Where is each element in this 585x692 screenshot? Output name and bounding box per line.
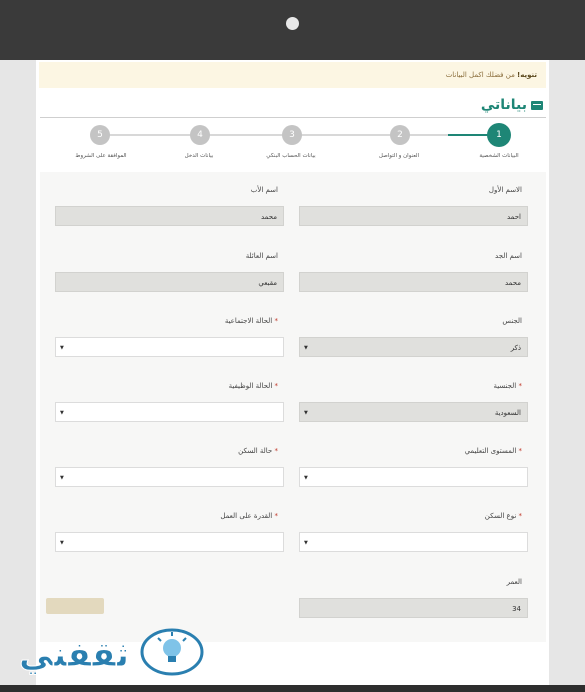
page-background: [0, 60, 585, 685]
notice-alert: [39, 62, 546, 88]
work-ability-label: [118, 512, 278, 520]
required-marker: *: [274, 317, 278, 325]
page-title: بياناتي: [480, 97, 527, 113]
nationality-label: [362, 382, 522, 390]
form-panel: [36, 60, 549, 685]
family-name-field[interactable]: مقبعي: [55, 272, 284, 292]
step-3-circle[interactable]: 3: [282, 125, 302, 145]
family-name-label-text: اسم العائلة: [245, 252, 278, 260]
bottom-bar: [0, 685, 585, 692]
notice-alert-title: تنويه!: [517, 71, 537, 79]
required-marker: *: [274, 447, 278, 455]
step-2-label: العنوان و التواصل: [378, 153, 420, 159]
nationality-label-text: الجنسية: [493, 382, 517, 390]
first-name-label: [362, 186, 522, 194]
housing-status-label-text: حالة السكن: [238, 447, 273, 455]
grandfather-name-field[interactable]: محمد: [299, 272, 528, 292]
housing-type-label: [362, 512, 522, 520]
step-1-circle[interactable]: 1: [487, 123, 511, 147]
nationality-select-value: السعودية: [494, 409, 521, 417]
dropdown-arrow-icon: ▼: [304, 540, 308, 546]
marital-status-label-text: الحالة الاجتماعية: [224, 317, 273, 325]
father-name-field[interactable]: محمد: [55, 206, 284, 226]
required-marker: *: [518, 512, 522, 520]
housing-status-label: [118, 447, 278, 455]
work-ability-label-text: القدرة على العمل: [220, 512, 273, 520]
gender-select[interactable]: [299, 337, 528, 357]
watermark-text: ثقفني: [19, 635, 129, 675]
next-button[interactable]: [46, 598, 104, 614]
step-4-label: بيانات الدخل: [184, 153, 214, 159]
education-level-label-text: المستوى التعليمي: [464, 447, 517, 455]
required-marker: *: [518, 382, 522, 390]
education-level-label: [362, 447, 522, 455]
age-field[interactable]: 34: [299, 598, 528, 618]
step-1-label: البيانات الشخصية: [479, 153, 519, 159]
dropdown-arrow-icon: ▼: [60, 475, 64, 481]
family-name-label: [118, 252, 278, 260]
gender-label: [362, 317, 522, 325]
housing-type-select[interactable]: [299, 532, 528, 552]
job-status-label: [118, 382, 278, 390]
step-5-circle[interactable]: 5: [90, 125, 110, 145]
watermark-logo: [14, 626, 206, 682]
dropdown-arrow-icon: ▼: [304, 475, 308, 481]
job-status-label-text: الحالة الوظيفية: [228, 382, 273, 390]
age-label-text: العمر: [506, 578, 522, 586]
id-card-icon: [531, 101, 543, 110]
dropdown-arrow-icon: ▼: [60, 410, 64, 416]
gender-label-text: الجنس: [502, 317, 522, 325]
gender-select-value: ذكر: [510, 344, 521, 352]
notice-alert-text: من فضلك اكمل البيانات: [445, 71, 518, 79]
step-2-circle[interactable]: 2: [390, 125, 410, 145]
housing-status-select[interactable]: [55, 467, 284, 487]
marital-status-label: [118, 317, 278, 325]
dropdown-arrow-icon: ▼: [304, 345, 308, 351]
required-marker: *: [518, 447, 522, 455]
heading-divider: [40, 117, 546, 118]
browser-top-bar: [0, 0, 585, 60]
work-ability-select[interactable]: [55, 532, 284, 552]
required-marker: *: [274, 382, 278, 390]
father-name-label: [118, 186, 278, 194]
camera-dot: [286, 17, 299, 30]
dropdown-arrow-icon: ▼: [60, 540, 64, 546]
required-marker: *: [274, 512, 278, 520]
grandfather-name-label: [362, 252, 522, 260]
marital-status-select[interactable]: [55, 337, 284, 357]
nationality-select[interactable]: [299, 402, 528, 422]
housing-type-label-text: نوع السكن: [484, 512, 517, 520]
dropdown-arrow-icon: ▼: [304, 410, 308, 416]
first-name-field[interactable]: احمد: [299, 206, 528, 226]
step-3-label: بيانات الحساب البنكي: [266, 153, 316, 159]
step-5-label: الموافقة على الشروط: [75, 153, 127, 159]
age-label: [362, 578, 522, 586]
job-status-select[interactable]: [55, 402, 284, 422]
father-name-label-text: اسم الأب: [250, 186, 278, 194]
education-level-select[interactable]: [299, 467, 528, 487]
lightbulb-icon: [142, 630, 202, 674]
page-heading: [481, 96, 543, 114]
first-name-label-text: الاسم الأول: [488, 186, 522, 194]
step-4-circle[interactable]: 4: [190, 125, 210, 145]
grandfather-name-label-text: اسم الجد: [495, 252, 522, 260]
dropdown-arrow-icon: ▼: [60, 345, 64, 351]
